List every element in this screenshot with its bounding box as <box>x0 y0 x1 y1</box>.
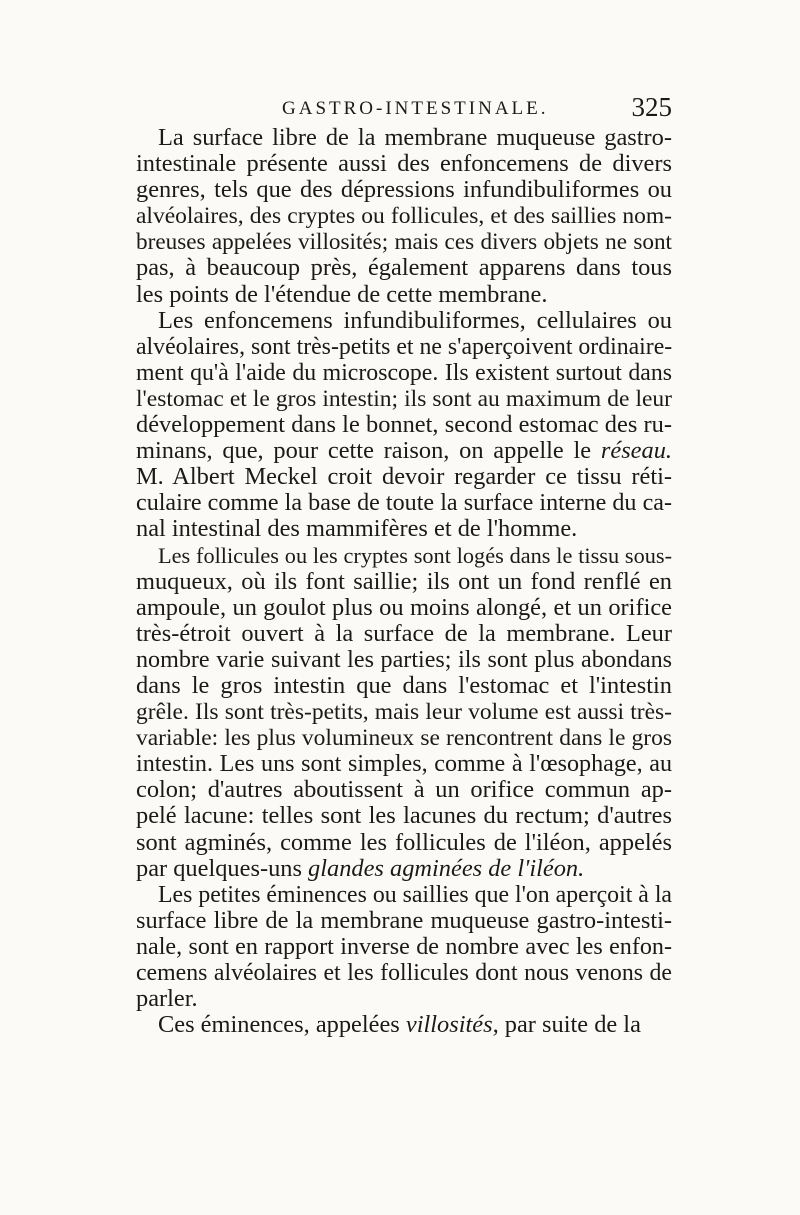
text-line <box>136 334 672 360</box>
text-run: breuses appelées villosités; mais ces divers objets ne sont <box>136 229 672 256</box>
text-run: genres, tels que des dépressions infundibuliformes ou <box>136 176 672 204</box>
text-line <box>136 882 672 908</box>
text-line <box>136 777 672 803</box>
text-line <box>136 360 672 386</box>
text-run: nal intestinal des mammifères et de l'homme. <box>136 515 578 543</box>
text-line <box>136 803 672 829</box>
text-run: culaire comme la base de toute la surface interne du ca- <box>136 490 672 517</box>
text-line <box>136 125 672 151</box>
text-run: intestin. Les uns sont simples, comme à l'œsophage, au <box>136 751 672 778</box>
text-run: nombre varie suivant les parties; ils sont plus abondans <box>136 646 672 673</box>
page-number: 325 <box>631 92 672 122</box>
running-title: GASTRO-INTESTINALE. <box>282 98 549 119</box>
text-run: intestinale présente aussi des enfoncemens de divers <box>136 150 672 178</box>
text-line <box>136 621 672 647</box>
text-line <box>136 595 672 621</box>
text-line <box>136 490 672 516</box>
text-run: Les enfoncemens infundibuliformes, cellulaires ou <box>158 306 672 334</box>
text-line <box>136 516 672 542</box>
text-line <box>136 282 672 308</box>
text-run: minans, que, pour cette raison, on appelle le <box>136 437 601 465</box>
text-line <box>136 856 672 882</box>
text-run: surface libre de la membrane muqueuse gastro-intesti- <box>136 906 672 934</box>
text-line <box>136 438 672 464</box>
text-run: alvéolaires, sont très-petits et ne s'aperçoivent ordinaire- <box>136 333 673 360</box>
text-run: M. Albert Meckel croit devoir regarder ce tissu réti- <box>136 463 672 491</box>
text-line <box>136 908 672 934</box>
text-run: alvéolaires, des cryptes ou follicules, et des saillies nom- <box>136 203 672 230</box>
text-run: l'estomac et le gros intestin; ils sont au maximum de leur <box>136 385 672 412</box>
paragraph <box>136 125 672 308</box>
text-run: très-étroit ouvert à la surface de la membrane. Leur <box>136 619 672 647</box>
text-line <box>136 255 672 281</box>
text-line <box>136 1012 672 1038</box>
paragraph <box>136 543 672 882</box>
text-line <box>136 543 672 569</box>
italic-text: réseau. <box>600 437 672 465</box>
text-line <box>136 725 672 751</box>
text-line <box>136 647 672 673</box>
text-line <box>136 751 672 777</box>
paragraph <box>136 1012 672 1038</box>
text-run: ment qu'à l'aide du microscope. Ils existent surtout dans <box>136 359 672 386</box>
text-run: grêle. Ils sont très-petits, mais leur volume est aussi très- <box>136 699 672 726</box>
text-run: sont agminés, comme les follicules de l'iléon, appelés <box>136 828 672 856</box>
text-line <box>136 986 672 1012</box>
text-line <box>136 203 672 229</box>
text-run: ampoule, un goulot plus ou moins alongé, et un orifice <box>136 593 672 621</box>
text-run: parler. <box>136 985 198 1013</box>
text-run: par suite de la <box>498 1011 641 1039</box>
text-line <box>136 960 672 986</box>
text-run: pas, à beaucoup près, également apparens dans tous <box>136 254 672 282</box>
text-line <box>136 386 672 412</box>
paragraph <box>136 308 672 543</box>
text-run: Ces éminences, appelées <box>158 1011 406 1039</box>
text-line <box>136 699 672 725</box>
paragraph <box>136 882 672 1012</box>
italic-text: villosités, <box>405 1011 499 1039</box>
text-line <box>136 229 672 255</box>
text-run: par quelques-uns <box>136 854 309 882</box>
text-run: La surface libre de la membrane muqueuse gastro- <box>158 124 672 151</box>
text-line <box>136 830 672 856</box>
page-header <box>136 92 672 126</box>
text-line <box>136 464 672 490</box>
text-run: nale, sont en rapport inverse de nombre avec les enfon- <box>136 933 672 960</box>
body-text <box>136 125 672 1038</box>
text-line <box>136 412 672 438</box>
text-run: dans le gros intestin que dans l'estomac et l'intestin <box>136 671 672 699</box>
text-line <box>136 151 672 177</box>
text-line <box>136 673 672 699</box>
text-line <box>136 308 672 334</box>
text-run: les points de l'étendue de cette membrane. <box>136 280 548 308</box>
text-run: Les follicules ou les cryptes sont logés dans le tissu sous- <box>158 542 672 568</box>
text-line <box>136 569 672 595</box>
text-run: muqueux, où ils font saillie; ils ont un fond renflé en <box>136 567 672 595</box>
italic-text: glandes agminées de l'iléon. <box>308 854 585 882</box>
text-run: Les petites éminences ou saillies que l'on aperçoit à la <box>158 881 672 908</box>
text-run: colon; d'autres aboutissent à un orifice commun ap- <box>136 776 672 804</box>
text-run: cemens alvéolaires et les follicules dont nous venons de <box>136 960 672 986</box>
text-line <box>136 934 672 960</box>
text-run: variable: les plus volumineux se rencontrent dans le gros <box>136 725 672 752</box>
text-run: pelé lacune: telles sont les lacunes du rectum; d'autres <box>136 802 672 830</box>
text-line <box>136 177 672 203</box>
text-run: développement dans le bonnet, second estomac des ru- <box>136 411 672 439</box>
